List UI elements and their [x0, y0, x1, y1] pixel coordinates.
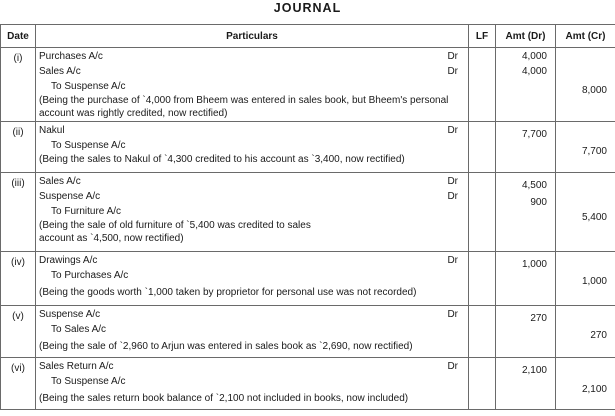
dr-amount: 4,500 — [521, 180, 547, 191]
header-date: Date — [1, 25, 36, 48]
debit-line — [39, 64, 464, 79]
narration: (Being the purchase of `4,000 from Bheem was entered in sales book, but Bheem's personal account was rightly credited, now rectified) — [39, 95, 449, 119]
cr-amount: 7,700 — [581, 146, 607, 157]
credit-account: To Purchases A/c — [51, 270, 129, 281]
debit-account: Suspense A/c — [39, 191, 101, 202]
dr-marker: Dr — [447, 361, 458, 372]
debit-account: Sales A/c — [39, 176, 81, 187]
debit-line — [39, 253, 464, 268]
journal-entry — [1, 48, 615, 122]
credit-account: To Suspense A/c — [51, 140, 126, 151]
debit-account: Drawings A/c — [39, 255, 98, 266]
journal-entry — [1, 122, 615, 173]
dr-amount: 4,000 — [521, 66, 547, 77]
entry-cr-amount — [556, 122, 615, 173]
entry-dr-amounts — [496, 122, 556, 173]
cr-amount: 270 — [590, 330, 607, 341]
cr-amount: 1,000 — [581, 276, 607, 287]
header-particulars: Particulars — [36, 25, 469, 48]
journal-table — [0, 24, 615, 410]
entry-date: (v) — [1, 306, 36, 358]
dr-amount: 4,000 — [521, 51, 547, 62]
entry-particulars — [36, 48, 469, 122]
entry-lf — [469, 173, 496, 252]
entry-lf — [469, 48, 496, 122]
credit-account: To Sales A/c — [51, 324, 107, 335]
header-row — [1, 25, 615, 48]
entry-dr-amounts — [496, 173, 556, 252]
cr-amount: 8,000 — [581, 85, 607, 96]
debit-account: Suspense A/c — [39, 309, 101, 320]
journal-entry — [1, 252, 615, 306]
entry-particulars — [36, 358, 469, 410]
entry-particulars — [36, 306, 469, 358]
entry-dr-amounts — [496, 252, 556, 306]
narration: (Being the sales return book balance of `2,100 not included in books, now included) — [39, 393, 409, 404]
dr-amount: 2,100 — [521, 365, 547, 376]
entry-dr-amounts — [496, 306, 556, 358]
credit-account: To Furniture A/c — [51, 206, 122, 217]
cr-amount: 5,400 — [581, 212, 607, 223]
narration: (Being the sale of old furniture of `5,400 was credited to sales account as `4,500, now rectified) — [39, 220, 311, 244]
dr-marker: Dr — [447, 309, 458, 320]
dr-marker: Dr — [447, 191, 458, 202]
debit-line — [39, 189, 464, 204]
debit-line — [39, 123, 464, 138]
debit-line — [39, 307, 464, 322]
dr-amount: 7,700 — [521, 129, 547, 140]
entry-lf — [469, 122, 496, 173]
narration: (Being the sales to Nakul of `4,300 credited to his account as `3,400, now rectified) — [39, 154, 405, 165]
entry-date: (iv) — [1, 252, 36, 306]
dr-marker: Dr — [447, 51, 458, 62]
debit-line — [39, 174, 464, 189]
entry-cr-amount — [556, 173, 615, 252]
dr-amount: 900 — [530, 197, 547, 208]
entry-cr-amount — [556, 358, 615, 410]
debit-line — [39, 49, 464, 64]
dr-marker: Dr — [447, 255, 458, 266]
journal-entry — [1, 173, 615, 252]
entry-lf — [469, 252, 496, 306]
entry-dr-amounts — [496, 48, 556, 122]
dr-amount: 270 — [530, 313, 547, 324]
entry-dr-amounts — [496, 358, 556, 410]
header-amt-cr: Amt (Cr) — [556, 25, 615, 48]
debit-line — [39, 359, 464, 374]
dr-amount: 1,000 — [521, 259, 547, 270]
journal-title: JOURNAL — [273, 1, 342, 15]
debit-account: Sales A/c — [39, 66, 81, 77]
dr-marker: Dr — [447, 125, 458, 136]
entry-cr-amount — [556, 252, 615, 306]
entry-particulars — [36, 122, 469, 173]
entry-cr-amount — [556, 306, 615, 358]
entry-date: (ii) — [1, 122, 36, 173]
entry-date: (i) — [1, 48, 36, 122]
credit-account: To Suspense A/c — [51, 81, 126, 92]
debit-account: Purchases A/c — [39, 51, 103, 62]
dr-marker: Dr — [447, 176, 458, 187]
debit-account: Sales Return A/c — [39, 361, 114, 372]
entry-cr-amount — [556, 48, 615, 122]
entry-date: (iii) — [1, 173, 36, 252]
cr-amount: 2,100 — [581, 384, 607, 395]
entry-particulars — [36, 252, 469, 306]
entry-lf — [469, 306, 496, 358]
journal-entry — [1, 306, 615, 358]
header-lf: LF — [469, 25, 496, 48]
credit-account: To Suspense A/c — [51, 376, 126, 387]
entry-particulars — [36, 173, 469, 252]
debit-account: Nakul — [39, 125, 65, 136]
journal-entry — [1, 358, 615, 410]
entry-lf — [469, 358, 496, 410]
narration: (Being the goods worth `1,000 taken by proprietor for personal use was not recorded) — [39, 287, 417, 298]
header-amt-dr: Amt (Dr) — [496, 25, 556, 48]
dr-marker: Dr — [447, 66, 458, 77]
entry-date: (vi) — [1, 358, 36, 410]
narration: (Being the sale of `2,960 to Arjun was entered in sales book as `2,690, now rectified) — [39, 341, 413, 352]
